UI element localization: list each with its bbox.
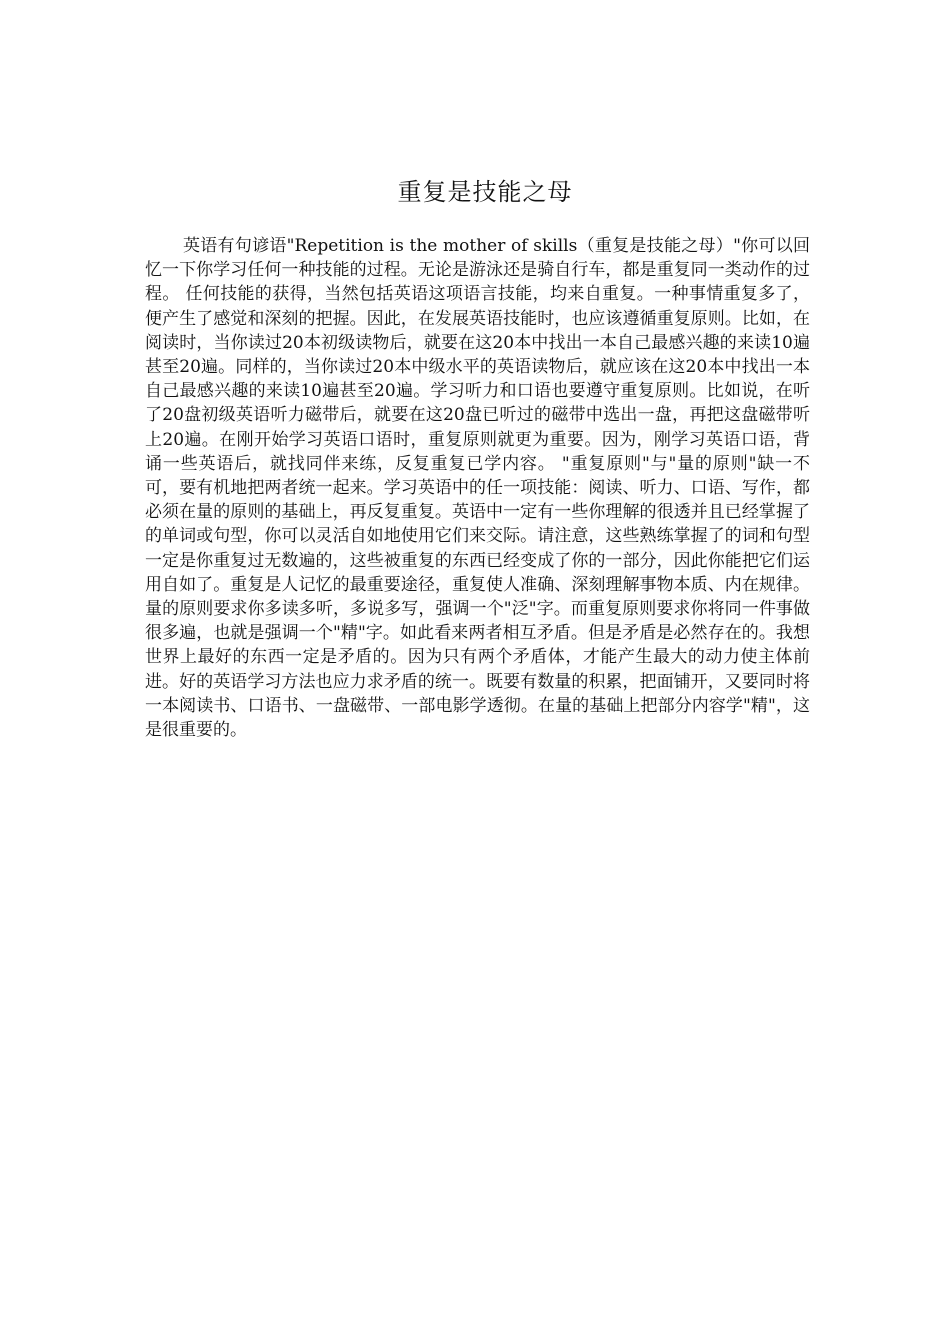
document-title: 重复是技能之母 bbox=[397, 178, 573, 206]
body-paragraph: 英语有句谚语"Repetition is the mother of skills（重复是技能之母）"你可以回忆一下你学习任何一种技能的过程。无论是游泳还是骑自行车，都是重复同一类动作的过程。 任何技能的获得，当然包括英语这项语言技能，均来自重复。一种事情重复多了，便产生了感觉和深刻的把握。因此，在发展英语技能时，也应该遵循重复原则。比如，在阅读时，当你读过20本初级读物后，就要在这20本中找出一本自己最感兴趣的来读10遍甚至20遍。同样的，当你读过20本中级水平的英语读物后，就应该在这20本中找出一本自己最感兴趣的来读10遍甚至20遍。学习听力和口语也要遵守重复原则。比如说，在听了20盘初级英语听力磁带后，就要在这20盘已听过的磁带中选出一盘，再把这盘磁带听上20遍。在刚开始学习英语口语时，重复原则就更为重要。因为，刚学习英语口语，背诵一些英语后，就找同伴来练，反复重复已学内容。 "重复原则"与"量的原则"缺一不可，要有机地把两者统一起来。学习英语中的任一项技能：阅读、听力、口语、写作，都必须在量的原则的基础上，再反复重复。英语中一定有一些你理解的很透并且已经掌握了的单词或句型，你可以灵活自如地使用它们来交际。请注意，这些熟练掌握了的词和句型一定是你重复过无数遍的，这些被重复的东西已经变成了你的一部分，因此你能把它们运用自如了。重复是人记忆的最重要途径，重复使人准确、深刻理解事物本质、内在规律。 量的原则要求你多读多听，多说多写，强调一个"泛"字。而重复原则要求你将同一件事做很多遍，也就是强调一个"精"字。如此看来两者相互矛盾。但是矛盾是必然存在的。我想世界上最好的东西一定是矛盾的。因为只有两个矛盾体，才能产生最大的动力使主体前进。好的英语学习方法也应力求矛盾的统一。既要有数量的积累，把面铺开，又要同时将一本阅读书、口语书、一盘磁带、一部电影学透彻。在量的基础上把部分内容学"精"，这是很重要的。 bbox=[145, 236, 810, 741]
